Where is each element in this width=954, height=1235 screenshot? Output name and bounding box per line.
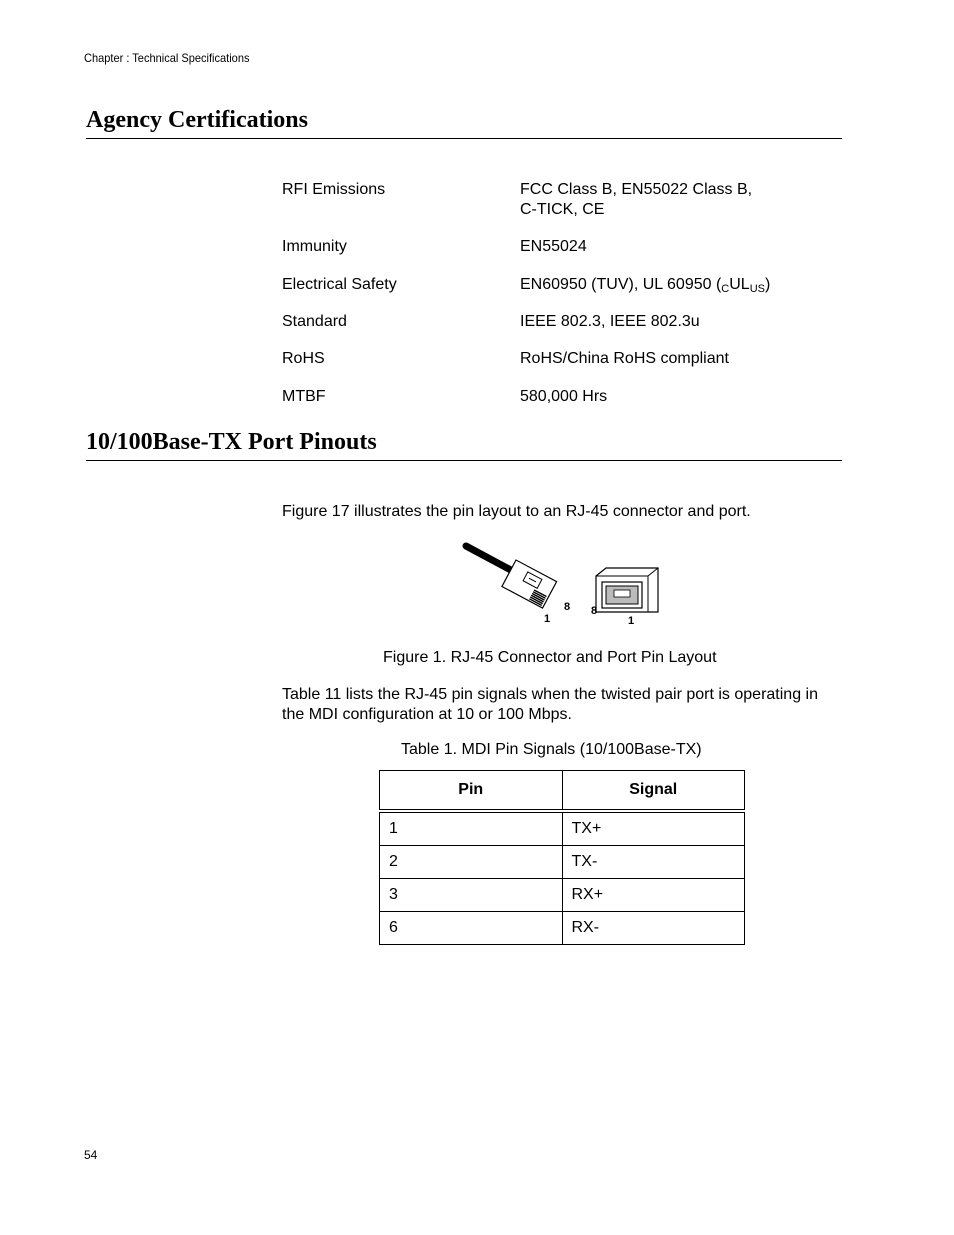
signal-cell: TX+ bbox=[562, 811, 745, 846]
table-header-row bbox=[380, 771, 745, 812]
table-row bbox=[380, 846, 745, 879]
spec-value bbox=[520, 180, 820, 220]
spec-label: RoHS bbox=[282, 350, 325, 367]
signal-cell: TX- bbox=[562, 846, 745, 879]
pin-cell: 2 bbox=[380, 846, 563, 879]
spec-value: IEEE 802.3, IEEE 802.3u bbox=[520, 313, 700, 330]
spec-value: EN55024 bbox=[520, 238, 587, 255]
spec-value-line: C-TICK, CE bbox=[520, 201, 605, 218]
section-title-agency-certifications: Agency Certifications bbox=[86, 107, 842, 139]
spec-label: Electrical Safety bbox=[282, 276, 397, 293]
table-intro-paragraph: Table 11 lists the RJ-45 pin signals when the twisted pair port is operating in the MDI configuration at 10 or 100 Mbps. bbox=[282, 686, 818, 723]
column-header-pin: Pin bbox=[380, 771, 563, 812]
rj45-figure bbox=[460, 540, 670, 635]
spec-value: RoHS/China RoHS compliant bbox=[520, 350, 729, 367]
spec-value bbox=[520, 275, 820, 299]
table-row bbox=[380, 811, 745, 846]
subscript-us: US bbox=[749, 283, 765, 295]
column-header-signal: Signal bbox=[562, 771, 745, 812]
page-number: 54 bbox=[84, 1148, 98, 1162]
plug-pin-8-label: 8 bbox=[564, 601, 571, 613]
spec-value-text: ) bbox=[764, 276, 771, 293]
table-row bbox=[380, 912, 745, 945]
figure-intro-paragraph: Figure 17 illustrates the pin layout to an RJ-45 connector and port. bbox=[282, 503, 751, 520]
rj45-port bbox=[596, 568, 658, 612]
spec-label: RFI Emissions bbox=[282, 181, 386, 198]
port-pin-8-label: 8 bbox=[591, 605, 598, 617]
mdi-pin-signals-table bbox=[379, 770, 745, 945]
table-caption: Table 1. MDI Pin Signals (10/100Base-TX) bbox=[401, 741, 702, 758]
spec-label: MTBF bbox=[282, 388, 326, 405]
table-row bbox=[380, 879, 745, 912]
spec-value-line: FCC Class B, EN55022 Class B, bbox=[520, 181, 753, 198]
subscript-c: C bbox=[721, 283, 730, 295]
spec-label: Standard bbox=[282, 313, 347, 330]
spec-value: 580,000 Hrs bbox=[520, 388, 608, 405]
spec-value-text: EN60950 (TUV), UL 60950 ( bbox=[520, 276, 722, 293]
pin-cell: 6 bbox=[380, 912, 563, 945]
signal-cell: RX+ bbox=[562, 879, 745, 912]
figure-caption: Figure 1. RJ-45 Connector and Port Pin Layout bbox=[383, 649, 717, 666]
signal-cell: RX- bbox=[562, 912, 745, 945]
running-header: Chapter : Technical Specifications bbox=[84, 51, 250, 65]
rj45-illustration bbox=[460, 540, 670, 630]
pin-cell: 1 bbox=[380, 811, 563, 846]
ul-mark-text: UL bbox=[729, 276, 750, 293]
section-title-port-pinouts: 10/100Base-TX Port Pinouts bbox=[86, 429, 842, 461]
pin-cell: 3 bbox=[380, 879, 563, 912]
spec-label: Immunity bbox=[282, 238, 347, 255]
port-pin-1-label: 1 bbox=[628, 615, 635, 627]
plug-pin-1-label: 1 bbox=[544, 613, 551, 625]
